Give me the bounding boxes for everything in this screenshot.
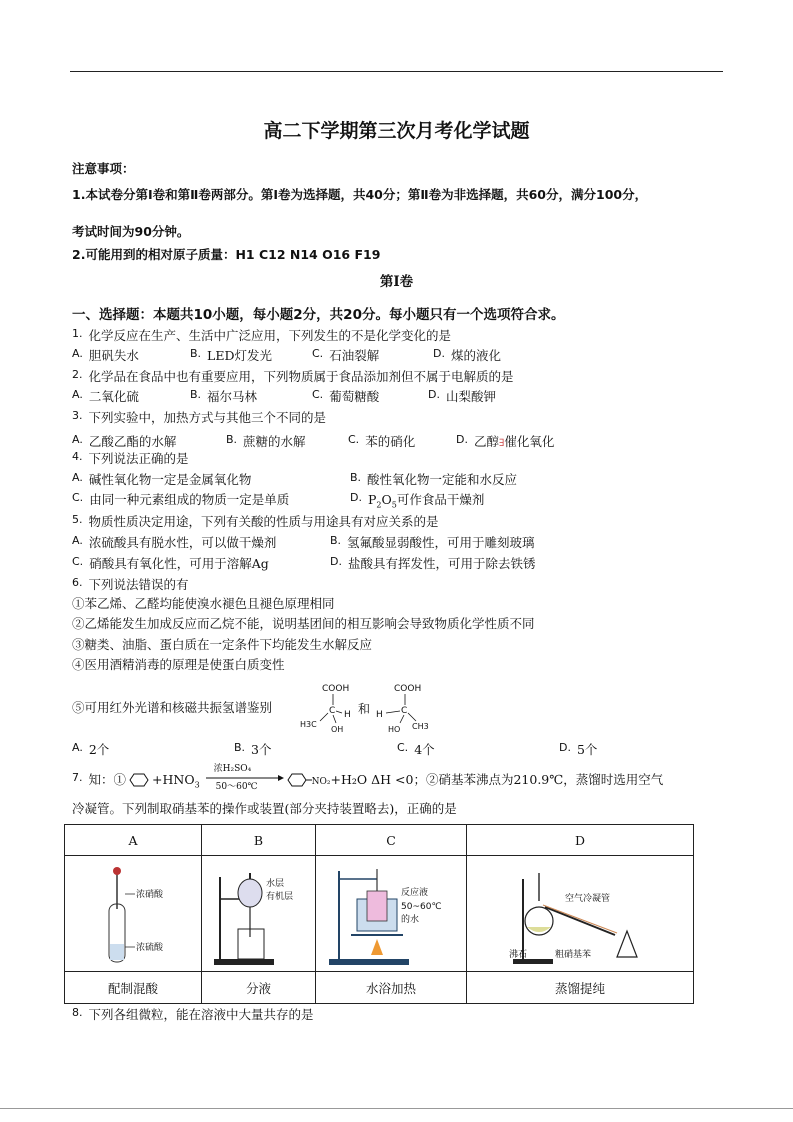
question-5: 5. 物质性质决定用途，下列有关酸的性质与用途具有对应关系的是 bbox=[72, 513, 439, 529]
svg-text:空气冷凝管: 空气冷凝管 bbox=[565, 893, 611, 904]
reaction-arrow: 浓H₂SO₄ 50～60℃ bbox=[204, 770, 284, 786]
q6-option-b: B. 3个 bbox=[234, 741, 272, 757]
q2-option-b: B. 福尔马林 bbox=[190, 388, 258, 404]
svg-text:H: H bbox=[376, 710, 383, 720]
svg-text:水层: 水层 bbox=[266, 878, 285, 889]
q3-option-d: D. 乙醇∃催化氧化 bbox=[456, 433, 555, 449]
question-6: 6. 下列说法错误的有 bbox=[72, 576, 189, 592]
q4-option-b: B. 酸性氧化物一定能和水反应 bbox=[350, 471, 518, 487]
q6-statement-3: ③糖类、油脂、蛋白质在一定条件下均能发生水解反应 bbox=[72, 637, 373, 652]
nitrobenzene-icon bbox=[284, 773, 312, 787]
svg-text:有机层: 有机层 bbox=[266, 891, 294, 902]
svg-text:浓硝酸: 浓硝酸 bbox=[136, 889, 164, 900]
q2-option-d: D. 山梨酸钾 bbox=[428, 388, 496, 404]
svg-text:和: 和 bbox=[358, 702, 371, 716]
notes-line-1b: 考试时间为90分钟。 bbox=[72, 224, 190, 239]
benzene-icon bbox=[126, 773, 152, 787]
bottom-rule bbox=[0, 1108, 793, 1109]
notes-line-1: 1.本试卷分第Ⅰ卷和第Ⅱ卷两部分。第Ⅰ卷为选择题，共40分；第Ⅱ卷为非选择题，共60分，满分100分， bbox=[72, 187, 648, 202]
figure-distillation bbox=[467, 856, 694, 972]
figure-water-bath bbox=[316, 856, 467, 972]
table-header-d: D bbox=[467, 825, 694, 856]
notes-line-2: 2.可能用到的相对原子质量：H1 C12 N14 O16 F19 bbox=[72, 247, 381, 262]
q3-option-c: C. 苯的硝化 bbox=[348, 433, 416, 449]
apparatus-table bbox=[64, 824, 694, 1004]
figure-separation bbox=[202, 856, 316, 972]
q4-option-a: A. 碱性氧化物一定是金属氧化物 bbox=[72, 471, 252, 487]
svg-text:COOH: COOH bbox=[394, 684, 422, 694]
caption-b: 分液 bbox=[202, 972, 316, 1004]
notes-heading: 注意事项： bbox=[72, 161, 135, 176]
q2-option-c: C. 葡萄糖酸 bbox=[312, 388, 380, 404]
question-3: 3. 下列实验中，加热方式与其他三个不同的是 bbox=[72, 409, 327, 425]
page-title: 高二下学期第三次月考化学试题 bbox=[263, 120, 530, 142]
svg-text:H3C: H3C bbox=[300, 720, 317, 729]
svg-text:HO: HO bbox=[388, 725, 401, 734]
q6-option-a: A. 2个 bbox=[72, 741, 110, 757]
q6-statement-2: ②乙烯能发生加成反应而乙烷不能，说明基团间的相互影响会导致物质化学性质不同 bbox=[72, 616, 535, 631]
table-header-a: A bbox=[65, 825, 202, 856]
svg-text:浓硫酸: 浓硫酸 bbox=[136, 942, 164, 953]
q1-option-d: D. 煤的液化 bbox=[433, 347, 501, 363]
q6-statement-5: ⑤可用红外光谱和核磁共振氢谱鉴别 bbox=[72, 700, 273, 715]
table-header-c: C bbox=[316, 825, 467, 856]
svg-text:CH3: CH3 bbox=[412, 722, 429, 731]
question-7: 7. 知：① $+HNO_3$ 浓H₂SO₄ 50～60℃ NO₂+H₂O ΔH <0；②硝基苯沸点为210.9℃，蒸馏时选用空气 bbox=[72, 764, 664, 792]
q1-option-c: C. 石油裂解 bbox=[312, 347, 380, 363]
svg-text:H: H bbox=[344, 710, 351, 720]
top-rule bbox=[70, 71, 723, 72]
question-7-line-2: 冷凝管。下列制取硝基苯的操作或装置(部分夹持装置略去)，正确的是 bbox=[72, 801, 457, 816]
q4-option-c: C. 由同一种元素组成的物质一定是单质 bbox=[72, 491, 290, 507]
q5-option-c: C. 硝酸具有氧化性，可用于溶解Ag bbox=[72, 555, 269, 571]
svg-text:50~60℃: 50~60℃ bbox=[401, 901, 442, 912]
q3-option-b: B. 蔗糖的水解 bbox=[226, 433, 306, 449]
q5-option-a: A. 浓硫酸具有脱水性，可以做干燥剂 bbox=[72, 534, 277, 550]
question-4: 4. 下列说法正确的是 bbox=[72, 450, 189, 466]
figure-mix-acid bbox=[65, 856, 202, 972]
q6-option-c: C. 4个 bbox=[397, 741, 435, 757]
q1-option-b: B. LED灯发光 bbox=[190, 347, 272, 363]
q4-option-d: D. $P_2O_5$可作食品干燥剂 bbox=[350, 491, 485, 510]
q2-option-a: A. 二氧化硫 bbox=[72, 388, 139, 404]
question-2: 2. 化学品在食品中也有重要应用，下列物质属于食品添加剂但不属于电解质的是 bbox=[72, 368, 514, 384]
q3-option-a: A. 乙酸乙酯的水解 bbox=[72, 433, 177, 449]
q6-statement-4: ④医用酒精消毒的原理是使蛋白质变性 bbox=[72, 657, 285, 672]
caption-c: 水浴加热 bbox=[316, 972, 467, 1004]
svg-text:COOH: COOH bbox=[322, 684, 350, 694]
svg-text:反应液: 反应液 bbox=[401, 887, 429, 898]
svg-text:的水: 的水 bbox=[401, 914, 420, 925]
svg-text:OH: OH bbox=[331, 725, 344, 734]
svg-text:C: C bbox=[401, 706, 408, 716]
q1-option-a: A. 胆矾失水 bbox=[72, 347, 139, 363]
lactic-acid-enantiomers-figure bbox=[300, 683, 440, 739]
svg-text:C: C bbox=[329, 706, 336, 716]
q6-option-d: D. 5个 bbox=[559, 741, 598, 757]
q6-statement-1: ①苯乙烯、乙醛均能使溴水褪色且褪色原理相同 bbox=[72, 596, 335, 611]
table-header-b: B bbox=[202, 825, 316, 856]
q5-option-d: D. 盐酸具有挥发性，可用于除去铁锈 bbox=[330, 555, 536, 571]
caption-d: 蒸馏提纯 bbox=[467, 972, 694, 1004]
section-heading: 一、选择题：本题共10小题，每小题2分，共20分。每小题只有一个选项符合求。 bbox=[72, 307, 565, 323]
svg-text:沸石: 沸石 bbox=[509, 949, 528, 960]
question-8: 8. 下列各组微粒，能在溶液中大量共存的是 bbox=[72, 1006, 314, 1022]
svg-text:粗硝基苯: 粗硝基苯 bbox=[555, 949, 592, 960]
question-1: 1. 化学反应在生产、生活中广泛应用，下列发生的不是化学变化的是 bbox=[72, 327, 452, 343]
caption-a: 配制混酸 bbox=[65, 972, 202, 1004]
volume-heading: 第Ⅰ卷 bbox=[379, 274, 414, 290]
q5-option-b: B. 氢氟酸显弱酸性，可用于雕刻玻璃 bbox=[330, 534, 535, 550]
